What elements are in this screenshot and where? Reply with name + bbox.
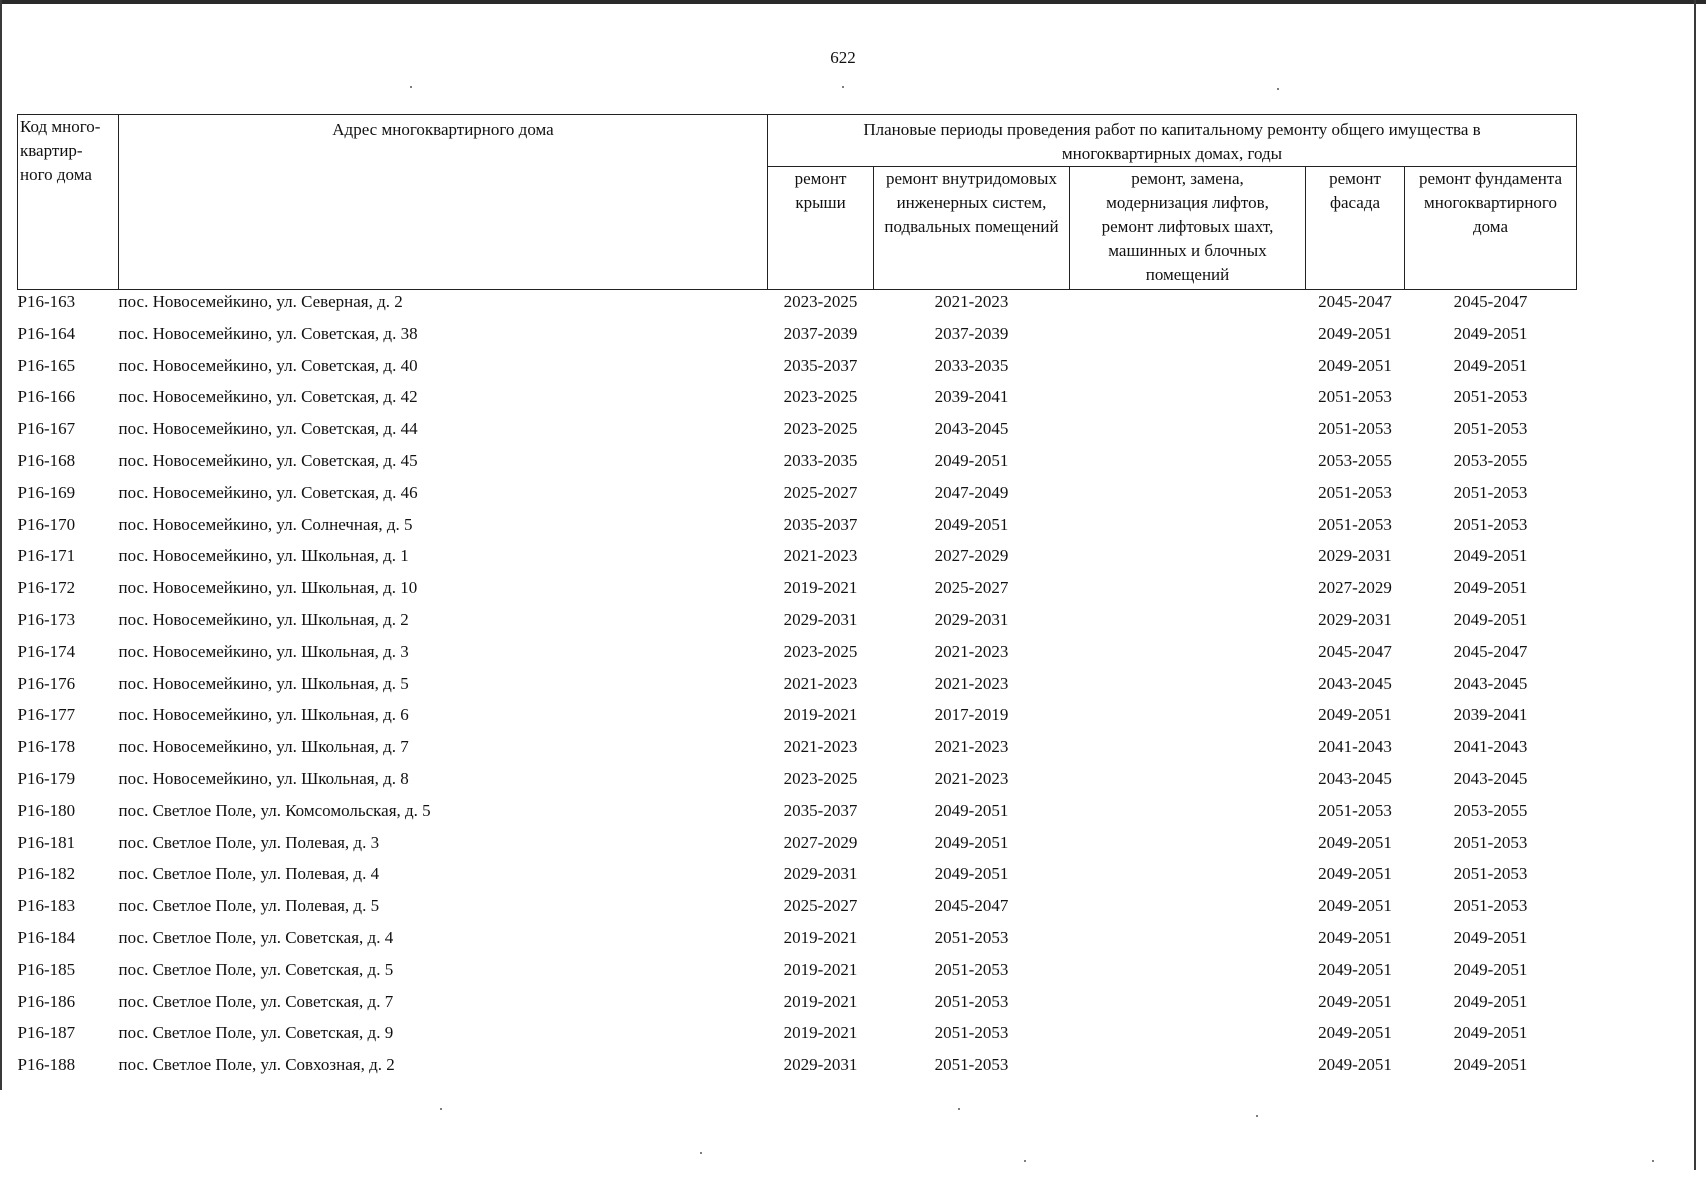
table-row xyxy=(18,767,1577,799)
cell-roof: 2029-2031 xyxy=(783,864,858,884)
table-row xyxy=(18,990,1577,1022)
table-row xyxy=(18,703,1577,735)
table-row xyxy=(18,1053,1577,1085)
cell-roof: 2023-2025 xyxy=(783,292,858,311)
cell-foundation: 2043-2045 xyxy=(1453,673,1528,693)
header-code-label: Код много-квартир-ного дома xyxy=(20,117,101,184)
cell-code: P16-188 xyxy=(17,1055,76,1075)
cell-systems: 2033-2035 xyxy=(934,355,1009,375)
cell-address: пос. Новосемейкино, ул. Советская, д. 44 xyxy=(118,419,418,439)
cell-code: P16-180 xyxy=(17,800,76,820)
scan-speck xyxy=(440,1108,442,1110)
header-row-top xyxy=(18,115,1577,167)
scan-top-border xyxy=(0,0,1706,4)
cell-systems: 2045-2047 xyxy=(934,896,1009,916)
cell-facade: 2049-2051 xyxy=(1318,991,1392,1011)
cell-facade: 2053-2055 xyxy=(1318,450,1392,470)
cell-roof: 2035-2037 xyxy=(783,355,858,375)
cell-facade: 2045-2047 xyxy=(1318,641,1392,661)
header-foundation: ремонт фундамента многоквартирного дома xyxy=(1405,167,1577,290)
cell-facade: 2049-2051 xyxy=(1318,1055,1392,1075)
cell-facade: 2049-2051 xyxy=(1318,832,1392,852)
cell-address: пос. Новосемейкино, ул. Школьная, д. 5 xyxy=(118,673,409,693)
cell-lifts xyxy=(1070,990,1306,1022)
cell-facade: 2049-2051 xyxy=(1318,959,1392,979)
cell-address: пос. Новосемейкино, ул. Северная, д. 2 xyxy=(118,292,403,311)
table-row xyxy=(18,1021,1577,1053)
cell-lifts xyxy=(1070,926,1306,958)
cell-roof: 2019-2021 xyxy=(783,991,858,1011)
table-row xyxy=(18,831,1577,863)
cell-systems: 2017-2019 xyxy=(934,705,1009,725)
cell-systems: 2051-2053 xyxy=(934,1023,1009,1043)
cell-code: P16-184 xyxy=(17,927,76,947)
cell-roof: 2023-2025 xyxy=(783,768,858,788)
cell-systems: 2051-2053 xyxy=(934,927,1009,947)
cell-address: пос. Светлое Поле, ул. Советская, д. 4 xyxy=(118,927,394,947)
cell-facade: 2049-2051 xyxy=(1318,705,1392,725)
cell-systems: 2021-2023 xyxy=(934,737,1009,757)
cell-facade: 2049-2051 xyxy=(1318,1023,1392,1043)
cell-facade: 2029-2031 xyxy=(1318,546,1392,566)
cell-facade: 2051-2053 xyxy=(1318,482,1392,502)
cell-roof: 2023-2025 xyxy=(783,387,858,407)
cell-roof: 2029-2031 xyxy=(783,1055,858,1075)
table-row xyxy=(18,290,1577,322)
cell-address: пос. Новосемейкино, ул. Школьная, д. 3 xyxy=(118,641,409,661)
cell-roof: 2025-2027 xyxy=(783,482,858,502)
cell-address: пос. Светлое Поле, ул. Комсомольская, д. 5 xyxy=(118,800,431,820)
scan-speck xyxy=(958,1108,960,1110)
cell-roof: 2033-2035 xyxy=(783,450,858,470)
scan-speck xyxy=(1256,1115,1258,1117)
cell-code: P16-176 xyxy=(17,673,76,693)
cell-lifts xyxy=(1070,354,1306,386)
cell-foundation: 2049-2051 xyxy=(1453,609,1528,629)
cell-code: P16-182 xyxy=(17,864,76,884)
cell-lifts xyxy=(1070,831,1306,863)
cell-address: пос. Новосемейкино, ул. Советская, д. 46 xyxy=(118,482,418,502)
cell-lifts xyxy=(1070,1021,1306,1053)
table-row xyxy=(18,322,1577,354)
cell-roof: 2019-2021 xyxy=(783,1023,858,1043)
cell-foundation: 2053-2055 xyxy=(1453,450,1528,470)
cell-address: пос. Новосемейкино, ул. Советская, д. 40 xyxy=(118,355,418,375)
cell-lifts xyxy=(1070,417,1306,449)
cell-systems: 2025-2027 xyxy=(934,578,1009,598)
cell-address: пос. Новосемейкино, ул. Школьная, д. 1 xyxy=(118,546,409,566)
cell-facade: 2051-2053 xyxy=(1318,387,1392,407)
page-number: 622 xyxy=(830,48,856,67)
cell-foundation: 2051-2053 xyxy=(1453,482,1528,502)
cell-foundation: 2053-2055 xyxy=(1453,800,1528,820)
cell-facade: 2049-2051 xyxy=(1318,323,1392,343)
cell-roof: 2019-2021 xyxy=(783,705,858,725)
cell-lifts xyxy=(1070,767,1306,799)
cell-foundation: 2049-2051 xyxy=(1453,1055,1528,1075)
header-lifts: ремонт, замена, модернизация лифтов, ремонт лифтовых шахт, машинных и блочных помещений xyxy=(1070,167,1306,290)
cell-facade: 2043-2045 xyxy=(1318,768,1392,788)
cell-address: пос. Новосемейкино, ул. Школьная, д. 2 xyxy=(118,609,409,629)
cell-systems: 2049-2051 xyxy=(934,450,1009,470)
cell-systems: 2047-2049 xyxy=(934,482,1009,502)
cell-systems: 2049-2051 xyxy=(934,800,1009,820)
cell-facade: 2029-2031 xyxy=(1318,609,1392,629)
cell-code: P16-179 xyxy=(17,768,76,788)
cell-foundation: 2039-2041 xyxy=(1453,705,1528,725)
cell-code: P16-165 xyxy=(17,355,76,375)
table-row xyxy=(18,672,1577,704)
cell-lifts xyxy=(1070,544,1306,576)
table-row xyxy=(18,799,1577,831)
cell-foundation: 2045-2047 xyxy=(1453,292,1528,311)
header-address: Адрес многоквартирного дома xyxy=(119,115,768,290)
cell-lifts xyxy=(1070,322,1306,354)
cell-systems: 2039-2041 xyxy=(934,387,1009,407)
table-row xyxy=(18,608,1577,640)
cell-address: пос. Новосемейкино, ул. Советская, д. 42 xyxy=(118,387,418,407)
cell-systems: 2021-2023 xyxy=(934,292,1009,311)
cell-roof: 2021-2023 xyxy=(783,673,858,693)
cell-systems: 2051-2053 xyxy=(934,1055,1009,1075)
cell-lifts xyxy=(1070,576,1306,608)
cell-code: P16-171 xyxy=(17,546,76,566)
cell-code: P16-172 xyxy=(17,578,76,598)
cell-facade: 2051-2053 xyxy=(1318,419,1392,439)
cell-systems: 2043-2045 xyxy=(934,419,1009,439)
cell-facade: 2043-2045 xyxy=(1318,673,1392,693)
table-row xyxy=(18,481,1577,513)
cell-lifts xyxy=(1070,640,1306,672)
cell-systems: 2051-2053 xyxy=(934,959,1009,979)
cell-foundation: 2049-2051 xyxy=(1453,578,1528,598)
cell-roof: 2025-2027 xyxy=(783,896,858,916)
cell-facade: 2049-2051 xyxy=(1318,896,1392,916)
cell-facade: 2049-2051 xyxy=(1318,355,1392,375)
cell-lifts xyxy=(1070,735,1306,767)
cell-foundation: 2041-2043 xyxy=(1453,737,1528,757)
schedule-table-wrapper xyxy=(17,114,1577,1085)
cell-foundation: 2049-2051 xyxy=(1453,959,1528,979)
cell-lifts xyxy=(1070,703,1306,735)
cell-code: P16-164 xyxy=(17,323,76,343)
cell-roof: 2021-2023 xyxy=(783,737,858,757)
table-row xyxy=(18,640,1577,672)
cell-address: пос. Светлое Поле, ул. Советская, д. 5 xyxy=(118,959,394,979)
cell-systems: 2021-2023 xyxy=(934,673,1009,693)
cell-systems: 2051-2053 xyxy=(934,991,1009,1011)
cell-code: P16-181 xyxy=(17,832,76,852)
cell-address: пос. Новосемейкино, ул. Советская, д. 45 xyxy=(118,450,418,470)
cell-foundation: 2049-2051 xyxy=(1453,927,1528,947)
cell-lifts xyxy=(1070,608,1306,640)
cell-foundation: 2043-2045 xyxy=(1453,768,1528,788)
table-row xyxy=(18,417,1577,449)
cell-foundation: 2051-2053 xyxy=(1453,387,1528,407)
cell-lifts xyxy=(1070,894,1306,926)
cell-foundation: 2049-2051 xyxy=(1453,323,1528,343)
cell-facade: 2041-2043 xyxy=(1318,737,1392,757)
table-row xyxy=(18,385,1577,417)
cell-roof: 2019-2021 xyxy=(783,959,858,979)
cell-lifts xyxy=(1070,958,1306,990)
scan-speck xyxy=(410,86,412,88)
cell-facade: 2045-2047 xyxy=(1318,292,1392,311)
cell-address: пос. Светлое Поле, ул. Полевая, д. 4 xyxy=(118,864,380,884)
header-planned-periods: Плановые периоды проведения работ по капитальному ремонту общего имущества в многоквартирных домах, годы xyxy=(768,115,1577,167)
cell-code: P16-185 xyxy=(17,959,76,979)
cell-code: P16-174 xyxy=(17,641,76,661)
cell-lifts xyxy=(1070,290,1306,322)
cell-facade: 2027-2029 xyxy=(1318,578,1392,598)
cell-roof: 2019-2021 xyxy=(783,927,858,947)
cell-code: P16-166 xyxy=(17,387,76,407)
scan-speck xyxy=(1652,1160,1654,1162)
cell-lifts xyxy=(1070,385,1306,417)
cell-address: пос. Новосемейкино, ул. Школьная, д. 10 xyxy=(118,578,418,598)
cell-systems: 2037-2039 xyxy=(934,323,1009,343)
cell-code: P16-173 xyxy=(17,609,76,629)
cell-code: P16-177 xyxy=(17,705,76,725)
cell-address: пос. Светлое Поле, ул. Советская, д. 9 xyxy=(118,1023,394,1043)
table-row xyxy=(18,449,1577,481)
header-facade: ремонт фасада xyxy=(1306,167,1405,290)
scan-right-border xyxy=(1694,0,1696,1170)
cell-code: P16-187 xyxy=(17,1023,76,1043)
cell-roof: 2035-2037 xyxy=(783,514,858,534)
schedule-table-body xyxy=(18,290,1577,1085)
cell-foundation: 2051-2053 xyxy=(1453,864,1528,884)
cell-roof: 2029-2031 xyxy=(783,609,858,629)
cell-foundation: 2045-2047 xyxy=(1453,641,1528,661)
cell-code: P16-163 xyxy=(17,292,76,311)
table-row xyxy=(18,958,1577,990)
cell-foundation: 2051-2053 xyxy=(1453,514,1528,534)
cell-lifts xyxy=(1070,513,1306,545)
cell-systems: 2021-2023 xyxy=(934,768,1009,788)
cell-facade: 2051-2053 xyxy=(1318,800,1392,820)
cell-address: пос. Новосемейкино, ул. Школьная, д. 7 xyxy=(118,737,409,757)
cell-address: пос. Новосемейкино, ул. Солнечная, д. 5 xyxy=(118,514,413,534)
cell-lifts xyxy=(1070,862,1306,894)
header-roof: ремонт крыши xyxy=(768,167,874,290)
cell-address: пос. Светлое Поле, ул. Советская, д. 7 xyxy=(118,991,394,1011)
cell-foundation: 2049-2051 xyxy=(1453,991,1528,1011)
cell-code: P16-168 xyxy=(17,450,76,470)
cell-roof: 2021-2023 xyxy=(783,546,858,566)
scan-speck xyxy=(1277,88,1279,90)
cell-lifts xyxy=(1070,449,1306,481)
header-systems: ремонт внутридомовых инженерных систем, подвальных помещений xyxy=(874,167,1070,290)
cell-roof: 2035-2037 xyxy=(783,800,858,820)
cell-address: пос. Светлое Поле, ул. Полевая, д. 5 xyxy=(118,896,380,916)
table-row xyxy=(18,894,1577,926)
cell-foundation: 2049-2051 xyxy=(1453,355,1528,375)
cell-foundation: 2051-2053 xyxy=(1453,832,1528,852)
table-row xyxy=(18,926,1577,958)
cell-facade: 2049-2051 xyxy=(1318,927,1392,947)
cell-lifts xyxy=(1070,672,1306,704)
cell-code: P16-169 xyxy=(17,482,76,502)
cell-roof: 2023-2025 xyxy=(783,641,858,661)
capital-repair-schedule-table xyxy=(17,114,1577,1085)
cell-facade: 2051-2053 xyxy=(1318,514,1392,534)
header-code xyxy=(18,115,119,290)
cell-lifts xyxy=(1070,481,1306,513)
table-row xyxy=(18,862,1577,894)
cell-systems: 2049-2051 xyxy=(934,832,1009,852)
cell-address: пос. Светлое Поле, ул. Полевая, д. 3 xyxy=(118,832,380,852)
cell-foundation: 2049-2051 xyxy=(1453,1023,1528,1043)
cell-systems: 2027-2029 xyxy=(934,546,1009,566)
table-row xyxy=(18,354,1577,386)
scan-left-border xyxy=(0,0,2,1090)
cell-systems: 2029-2031 xyxy=(934,609,1009,629)
cell-address: пос. Новосемейкино, ул. Школьная, д. 8 xyxy=(118,768,409,788)
cell-foundation: 2051-2053 xyxy=(1453,419,1528,439)
table-row xyxy=(18,544,1577,576)
cell-code: P16-170 xyxy=(17,514,76,534)
table-row xyxy=(18,735,1577,767)
cell-roof: 2027-2029 xyxy=(783,832,858,852)
cell-systems: 2049-2051 xyxy=(934,864,1009,884)
cell-lifts xyxy=(1070,1053,1306,1085)
scan-speck xyxy=(842,86,844,88)
cell-roof: 2037-2039 xyxy=(783,323,858,343)
cell-systems: 2049-2051 xyxy=(934,514,1009,534)
cell-code: P16-186 xyxy=(17,991,76,1011)
cell-lifts xyxy=(1070,799,1306,831)
cell-address: пос. Светлое Поле, ул. Совхозная, д. 2 xyxy=(118,1055,395,1075)
cell-foundation: 2049-2051 xyxy=(1453,546,1528,566)
cell-code: P16-178 xyxy=(17,737,76,757)
cell-code: P16-183 xyxy=(17,896,76,916)
cell-facade: 2049-2051 xyxy=(1318,864,1392,884)
cell-roof: 2019-2021 xyxy=(783,578,858,598)
table-row xyxy=(18,513,1577,545)
scan-speck xyxy=(700,1152,702,1154)
scan-speck xyxy=(1024,1160,1026,1162)
table-row xyxy=(18,576,1577,608)
cell-address: пос. Новосемейкино, ул. Советская, д. 38 xyxy=(118,323,418,343)
cell-foundation: 2051-2053 xyxy=(1453,896,1528,916)
cell-address: пос. Новосемейкино, ул. Школьная, д. 6 xyxy=(118,705,409,725)
cell-code: P16-167 xyxy=(17,419,76,439)
cell-roof: 2023-2025 xyxy=(783,419,858,439)
cell-systems: 2021-2023 xyxy=(934,641,1009,661)
